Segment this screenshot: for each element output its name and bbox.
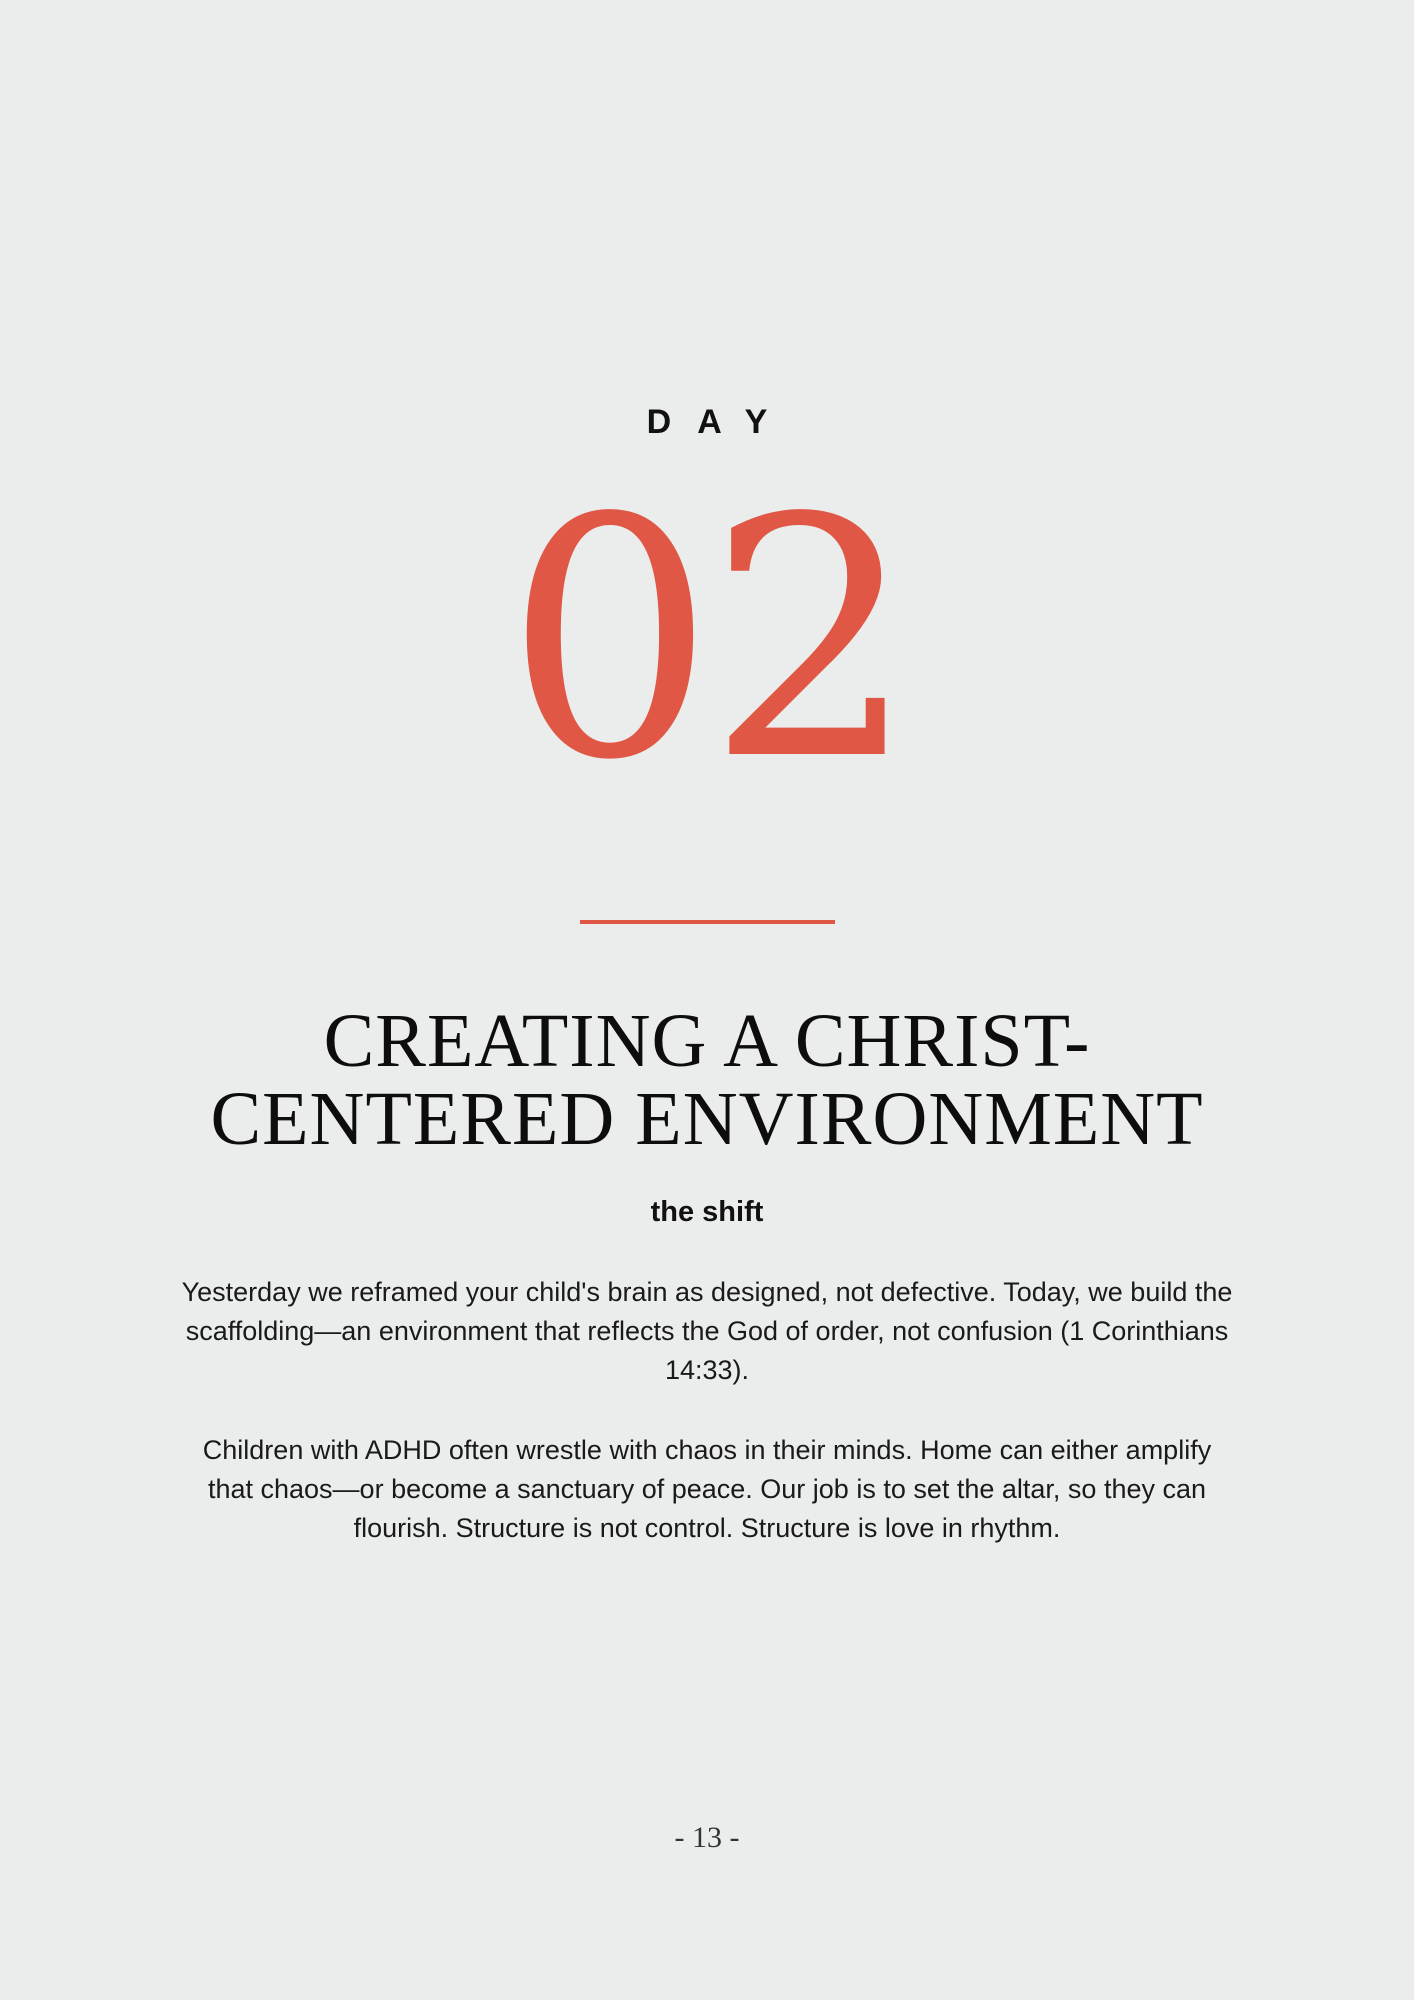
body-paragraph-1: Yesterday we reframed your child's brain as designed, not defective. Today, we build the scaffolding—an environment that reflects the God of order, not confusion (1 Corinthians 14:33). <box>181 1277 1233 1385</box>
page-number: - 13 - <box>674 1821 740 1854</box>
day-label: DAY <box>646 403 794 441</box>
section-subtitle: the shift <box>650 1196 764 1228</box>
day-number: 02 <box>505 448 909 832</box>
page-title-line-1: CREATING A CHRIST- <box>323 999 1091 1083</box>
page-title <box>200 999 1214 1161</box>
accent-divider <box>580 920 835 924</box>
body-paragraph-2: Children with ADHD often wrestle with chaos in their minds. Home can either amplify that chaos—or become a sanctuary of peace. Our job is to set the altar, so they can flourish. Structure is not control. Structure is love in rhythm. <box>202 1435 1212 1543</box>
page-title-line-2: CENTERED ENVIRONMENT <box>210 1077 1204 1161</box>
